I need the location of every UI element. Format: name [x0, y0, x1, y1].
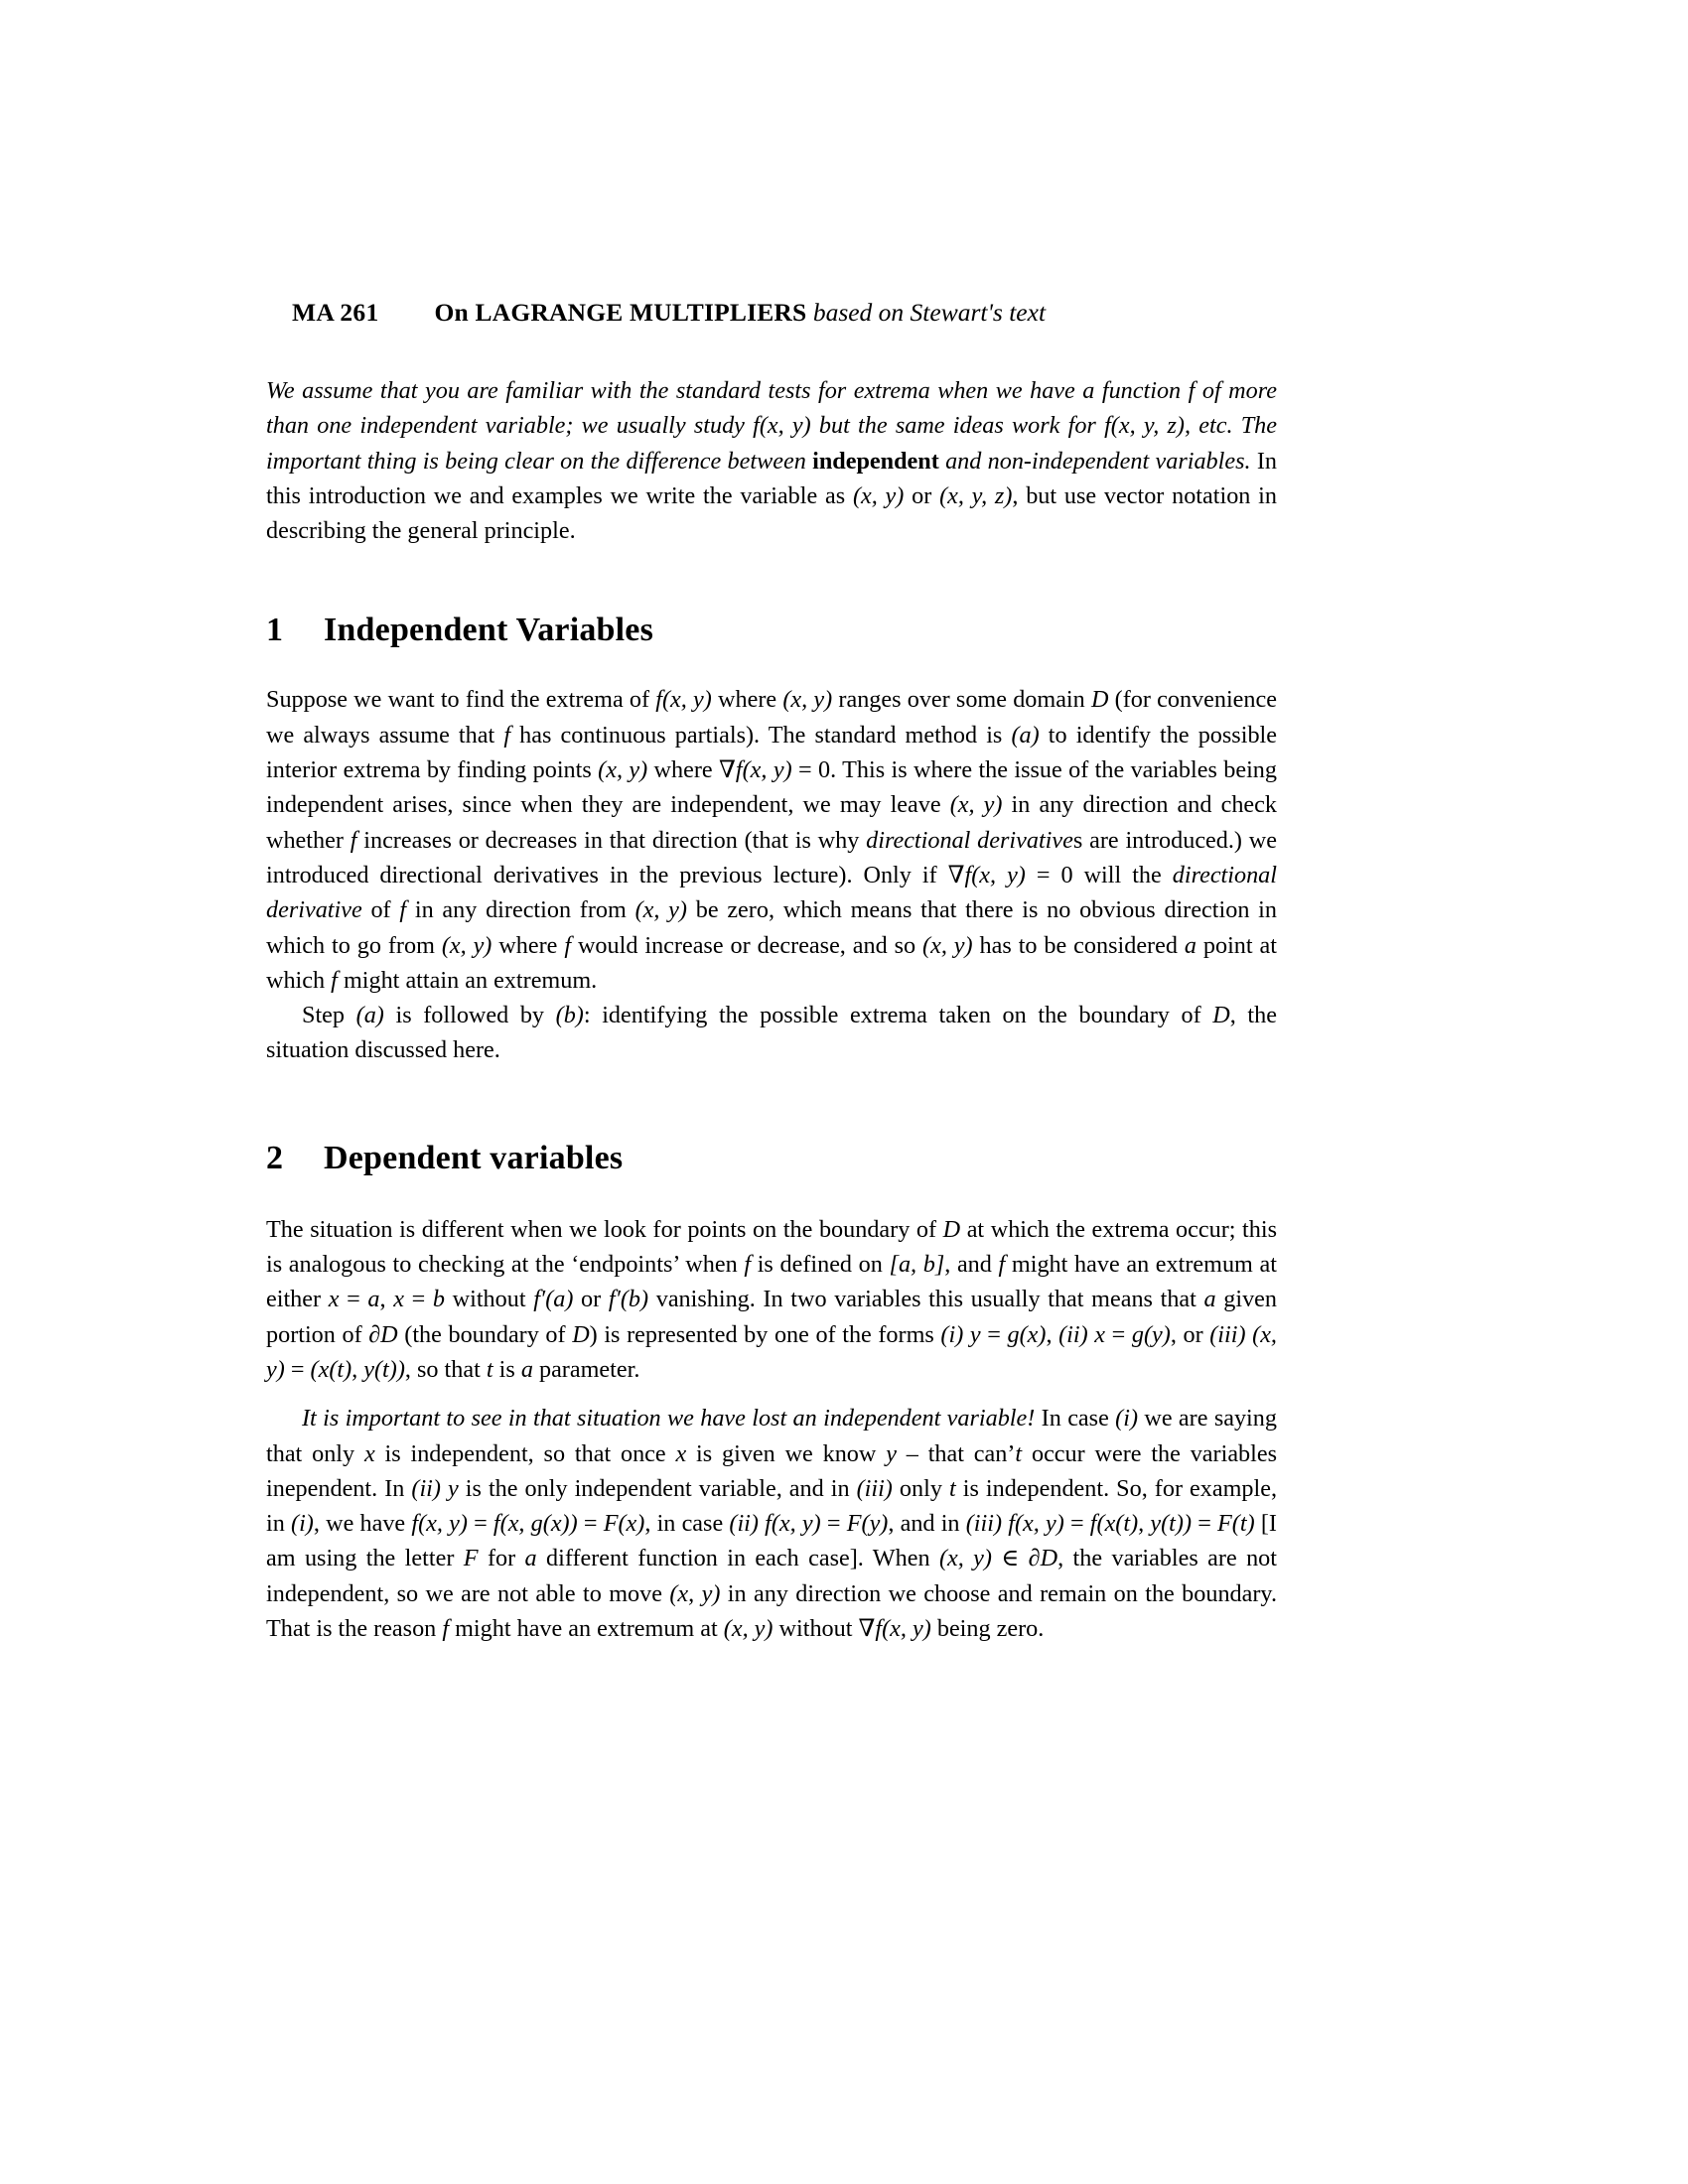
intro-paragraph — [266, 373, 1277, 548]
math-variable: f(x(t), y(t)) — [1089, 1510, 1192, 1538]
math-variable: ∂D — [368, 1320, 398, 1348]
math-variable: F — [463, 1545, 479, 1572]
math-variable: t — [1015, 1439, 1023, 1467]
section-number-2: 2 — [266, 1139, 284, 1176]
math-variable: a — [524, 1545, 537, 1572]
math-variable: F(y) — [846, 1510, 889, 1538]
math-variable: f′(b) — [608, 1286, 649, 1313]
section-title-1: Independent Variables — [324, 612, 654, 649]
math-variable: (x(t), y(t)) — [310, 1355, 405, 1383]
math-variable: f(x, y) — [753, 412, 811, 440]
math-variable: f(x, y, z) — [1104, 412, 1185, 440]
math-variable: g(x) — [1007, 1320, 1047, 1348]
math-variable: (ii) — [411, 1474, 441, 1502]
math-variable: D — [942, 1215, 961, 1243]
math-variable: b — [432, 1286, 445, 1313]
math-variable: (x, y, z) — [939, 481, 1013, 509]
math-variable: (x, y) — [922, 931, 973, 959]
math-variable: [a, b] — [889, 1251, 945, 1279]
intro-bold-word: independent — [812, 447, 939, 475]
math-variable: F(t) — [1217, 1510, 1255, 1538]
math-variable: y — [448, 1474, 459, 1502]
math-variable: (ii) — [1058, 1320, 1088, 1348]
math-variable: x — [393, 1286, 404, 1313]
math-variable: f(x, y) — [765, 1510, 821, 1538]
page-title — [266, 298, 1277, 328]
math-variable: (x, y) — [782, 686, 833, 714]
section-1-paragraph-1: Suppose we want to find the extrema of f(x, y) where (x, y) ranges over some domain D (for convenience we always assume that f has continuous partials). The standard method is (a) to identify the possible interior extrema by finding points (x, y) where ∇f(x, y) = 0. This is where the issue of the variables being independent arises, since when they are independent, we may leave (x, y) in any direction and check whether f increases or decreases in that direction (that is why directional derivatives are introduced.) we introduced directional derivatives in the previous lecture). Only if ∇f(x, y) = 0 will the directional derivative of f in any direction from (x, y) be zero, which means that there is no obvious direction in which to go from (x, y) where f would increase or decrease, and so (x, y) has to be considered a point at which f might attain an extremum. — [266, 686, 1277, 994]
math-variable: f — [399, 896, 407, 924]
math-variable: (iii) — [1209, 1320, 1246, 1348]
math-variable: a — [1203, 1286, 1216, 1313]
math-variable: a — [520, 1355, 533, 1383]
intro-tail-upright: In this introduction we and examples we write the variable as (x, y) or (x, y, z), but use vector notation in describing the general principle. — [266, 447, 1277, 545]
spacer-after-intro — [266, 548, 1277, 612]
math-variable: x — [363, 1439, 375, 1467]
math-variable: y — [886, 1439, 897, 1467]
math-variable: x — [675, 1439, 687, 1467]
math-variable: (x, y) — [441, 931, 492, 959]
math-variable: t — [948, 1474, 956, 1502]
math-variable: x — [328, 1286, 340, 1313]
math-variable: f — [1188, 377, 1196, 404]
intro-text-after-bold: and non-independent variables. — [938, 447, 1257, 475]
math-variable: g(y) — [1131, 1320, 1171, 1348]
section-title-2: Dependent variables — [324, 1139, 624, 1176]
spacer-after-heading-2 — [266, 1177, 1277, 1212]
math-variable: D — [1090, 686, 1109, 714]
title-main: On LAGRANGE MULTIPLIERS — [434, 298, 807, 327]
math-variable: t — [486, 1355, 493, 1383]
math-variable: (i) — [291, 1510, 314, 1538]
math-variable: D — [572, 1320, 590, 1348]
emphasised-phrase: directional derivative — [266, 861, 1277, 924]
math-variable: (x, y) — [938, 1545, 992, 1572]
title-attribution: based on Stewart's text — [812, 298, 1047, 327]
section-2-paragraph-2: It is important to see in that situation we have lost an independent variable! In case (i) we are saying that only x is independent, so that once x is given we know y – that can’t occur were the variables inependent. In (ii) y is the only independent variable, and in (iii) only t is independent. So, for example, in (i), we have f(x, y) = f(x, g(x)) = F(x), in case (ii) f(x, y) = F(y), and in (iii) f(x, y) = f(x(t), y(t)) = F(t) [I am using the letter F for a different function in each case]. When (x, y) ∈ ∂D, the variables are not independent, so we are not able to move (x, y) in any direction we choose and remain on the boundary. That is the reason f might have an extremum at (x, y) without ∇f(x, y) being zero. — [266, 1405, 1278, 1643]
math-variable: F(x) — [603, 1510, 645, 1538]
math-variable: (a) — [1011, 721, 1040, 749]
math-variable: (x, y) — [949, 791, 1003, 819]
course-code: MA 261 — [292, 298, 379, 327]
math-variable: D — [1212, 1002, 1230, 1029]
section-number-1: 1 — [266, 612, 284, 649]
math-variable: f(x, g(x)) — [492, 1510, 578, 1538]
math-variable: (x, y) — [266, 1320, 1277, 1383]
math-variable: f — [442, 1615, 450, 1643]
math-variable: (x, y) — [598, 756, 648, 784]
section-heading-2 — [266, 1140, 1277, 1177]
emphasised-lead-sentence: It is important to see in that situation we have lost an independent variable! — [302, 1405, 1036, 1433]
math-variable: f — [350, 826, 357, 854]
math-variable: (x, y) — [852, 481, 905, 509]
math-variable: (x, y) — [723, 1615, 774, 1643]
section-1-paragraph-2: Step (a) is followed by (b): identifying the possible extrema taken on the boundary of D, the situation discussed here. — [266, 1002, 1277, 1064]
spacer-after-heading-1 — [266, 649, 1277, 682]
math-variable: f — [564, 931, 572, 959]
math-variable: f — [331, 966, 338, 994]
math-variable: (i) — [940, 1320, 964, 1348]
math-variable: (i) — [1115, 1405, 1139, 1433]
math-variable: f — [744, 1251, 752, 1279]
math-variable: f(x, y) — [411, 1510, 468, 1538]
math-variable: ∇f(x, y) — [719, 756, 792, 784]
math-variable: (x, y) — [634, 896, 687, 924]
math-variable: y — [969, 1320, 981, 1348]
math-variable: (a) — [355, 1002, 384, 1029]
math-variable: a — [1082, 377, 1095, 404]
spacer-between-paragraphs — [266, 1387, 1277, 1401]
math-variable: f(x, y) — [655, 686, 712, 714]
math-variable: (b) — [555, 1002, 584, 1029]
math-variable: ∂D — [1028, 1545, 1058, 1572]
math-variable: (ii) — [729, 1510, 759, 1538]
page-content — [266, 298, 1277, 1646]
section-2-paragraph-1: The situation is different when we look for points on the boundary of D at which the extrema occur; this is analogous to checking at the ‘endpoints’ when f is defined on [a, b], and f might have an extremum at either x = a, x = b without f′(a) or f′(b) vanishing. In two variables this usually that means that a given portion of ∂D (the boundary of D) is represented by one of the forms (i) y = g(x), (ii) x = g(y), or (iii) (x, y) = (x(t), y(t)), so that t is a parameter. — [266, 1215, 1277, 1383]
math-variable: f′(a) — [533, 1286, 574, 1313]
math-variable: ∇f(x, y) — [947, 861, 1026, 888]
math-variable: a — [367, 1286, 380, 1313]
math-variable: (iii) — [856, 1474, 893, 1502]
section-heading-1 — [266, 612, 1277, 649]
math-variable: f — [503, 721, 511, 749]
math-variable: (iii) — [965, 1510, 1003, 1538]
spacer-before-heading-2 — [266, 1068, 1277, 1140]
math-variable: ∇f(x, y) — [858, 1615, 931, 1643]
emphasised-phrase: directional derivative — [866, 826, 1073, 854]
math-variable: x — [1094, 1320, 1106, 1348]
math-variable: f(x, y) — [1008, 1510, 1064, 1538]
math-variable: (x, y) — [669, 1579, 721, 1607]
intro-text-before-bold: We assume that you are familiar with the standard tests for extrema when we have a function f of more than one independent variable; we usually study f(x, y) but the same ideas work for f(x, y, z), etc. The important thing is being clear on the difference between — [266, 377, 1277, 475]
math-variable: f — [998, 1251, 1006, 1279]
math-variable: a — [1184, 931, 1196, 959]
